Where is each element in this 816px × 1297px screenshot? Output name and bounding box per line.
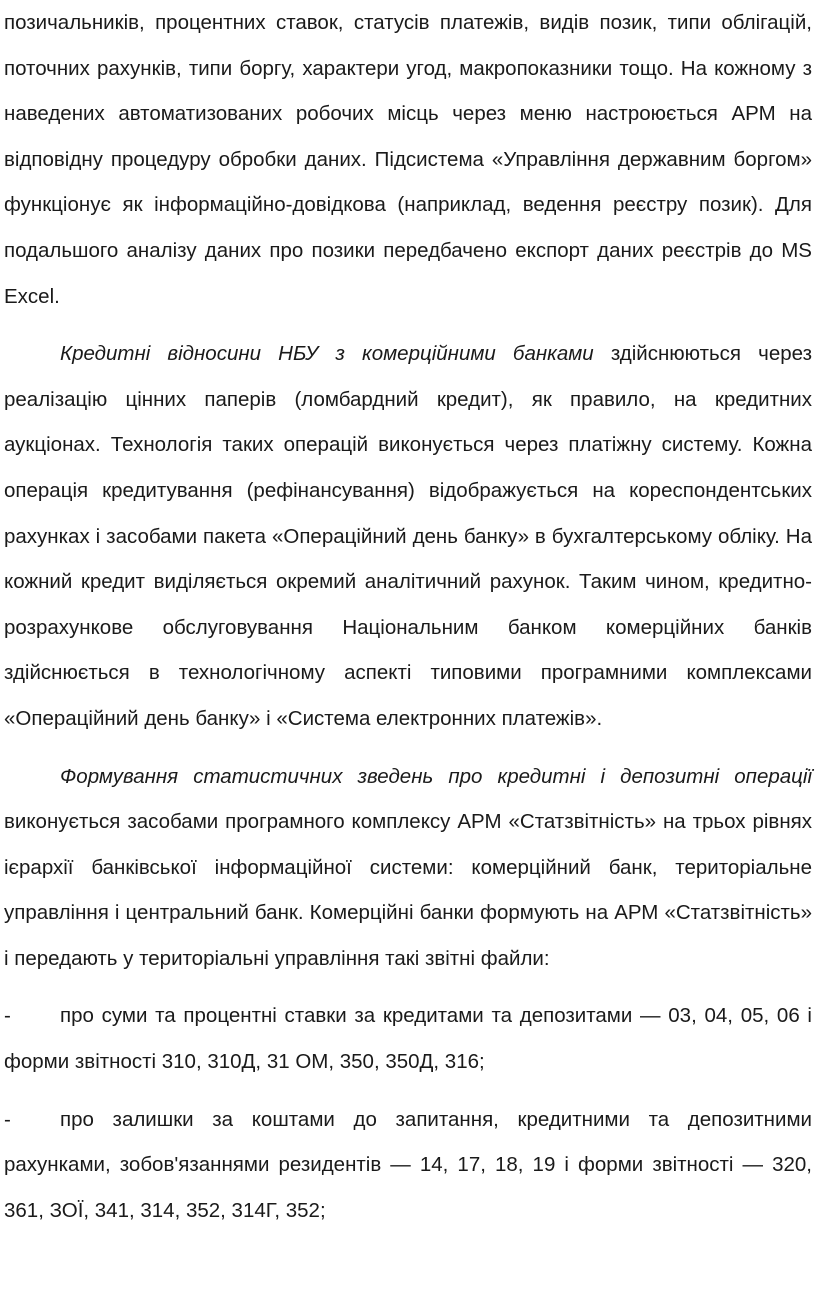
paragraph-lead-italic: Кредитні відносини НБУ з комерційними банками (60, 342, 594, 366)
list-item (4, 993, 812, 1084)
paragraph-body: виконується засобами програмного комплексу АРМ «Статзвітність» на трьох рівнях ієрархії банківської інформаційної системи: комерційний банк, територіальне управління і центральний банк. Комерційні банки формують на АРМ «Статзвітність» і передають у територіальні управління такі звітні файли: (4, 810, 812, 970)
paragraph-statistics (4, 754, 812, 982)
list-item-text: про залишки за коштами до запитання, кредитними та депозитними рахунками, зобов'язаннями резидентів — 14, 17, 18, 19 і форми звітності — 320, 361, ЗОЇ, 341, 314, 352, 314Г, 352; (4, 1107, 812, 1222)
list-dash-marker: - (4, 1004, 11, 1028)
paragraph-body: здійснюються через реалізацію цінних паперів (ломбардний кредит), як правило, на кредитних аукціонах. Технологія таких операцій виконується через платіжну систему. Кожна операція кредитування (рефінансування) відображується на кореспондентських рахунках і засобами пакета «Операційний день банку» в бухгалтерському обліку. На кожний кредит виділяється окремий аналітичний рахунок. Таким чином, кредитно-розрахункове обслуговування Національним банком комерційних банків здійснюється в технологічному аспекті типовими програмними комплексами «Операційний день банку» і «Система електронних платежів». (4, 342, 812, 730)
paragraph-credit-relations (4, 331, 812, 741)
paragraph-lead-italic: Формування статистичних зведень про кредитні і депозитні операції (60, 764, 812, 788)
list-item-text: про суми та процентні ставки за кредитами та депозитами — 03, 04, 05, 06 і форми звітності 310, 310Д, 31 ОМ, 350, 350Д, 316; (4, 1004, 812, 1074)
list-item (4, 1097, 812, 1234)
list-dash-marker: - (4, 1107, 11, 1131)
paragraph-continuation: позичальників, процентних ставок, статусів платежів, видів позик, типи облігацій, поточних рахунків, типи боргу, характери угод, макропоказники тощо. На кожному з наведених автоматизованих робочих місць через меню настроюється АРМ на відповідну процедуру обробки даних. Підсистема «Управління державним боргом» функціонує як інформаційно-довідкова (наприклад, ведення реєстру позик). Для подальшого аналізу даних про позики передбачено експорт даних реєстрів до MS Excel. (4, 11, 812, 308)
document-page (4, 0, 812, 1233)
